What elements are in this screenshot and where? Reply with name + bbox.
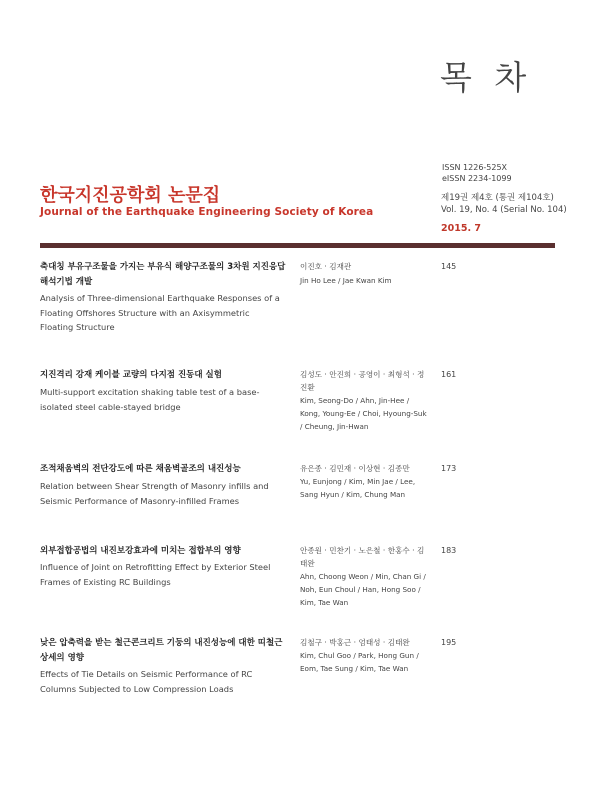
article-title-korean[interactable]: 축대칭 부유구조물을 가지는 부유식 해양구조물의 3차원 지진응답 해석기법 개발 (40, 262, 286, 287)
article-title-english: Effects of Tie Details on Seismic Performance of RC Columns Subjected to Low Compression Loads (40, 669, 253, 694)
issn-print: ISSN 1226-525X (442, 163, 508, 172)
article-page-number[interactable]: 145 (441, 262, 457, 271)
article-title-korean[interactable]: 지진격리 강재 케이블 교량의 다지점 진동대 실험 (40, 370, 222, 380)
issn-block (442, 162, 512, 184)
article-authors-english: Kim, Chul Goo / Park, Hong Gun / Eom, Tae Sung / Kim, Tae Wan (300, 651, 419, 673)
article-page-number[interactable]: 183 (441, 546, 457, 555)
toc-title: 목 차 (440, 58, 533, 97)
article-authors-korean: 안종원 · 민찬기 · 노은철 · 한홍수 · 김태완 (300, 546, 425, 568)
journal-title-english: Journal of the Earthquake Engineering Society of Korea (40, 206, 374, 218)
article-authors-korean: 김성도 · 안진희 · 공영이 · 최형석 · 정진환 (300, 370, 425, 392)
article-title-english: Influence of Joint on Retrofitting Effect by Exterior Steel Frames of Existing RC Buildings (40, 562, 271, 587)
journal-title-korean: 한국지진공학회 논문집 (40, 185, 221, 206)
volume-block (441, 192, 567, 216)
article-authors-korean: 이진호 · 김재관 (300, 262, 352, 271)
article-page-number[interactable]: 173 (441, 464, 457, 473)
article-title-english: Relation between Shear Strength of Masonry infills and Seismic Performance of Masonry-infilled Frames (40, 481, 269, 506)
volume-korean: 제19권 제4호 (통권 제104호) (441, 193, 554, 203)
article-authors-english: Jin Ho Lee / Jae Kwan Kim (300, 276, 392, 285)
article-authors-english: Kim, Seong-Do / Ahn, Jin-Hee / Kong, Young-Ee / Choi, Hyoung-Suk / Cheung, Jin-Hwan (300, 396, 427, 431)
article-authors-english: Yu, Eunjong / Kim, Min Jae / Lee, Sang Hyun / Kim, Chung Man (300, 477, 416, 499)
article-title-korean[interactable]: 조적채움벽의 전단강도에 따른 채움벽골조의 내진성능 (40, 464, 241, 474)
issn-electronic: eISSN 2234-1099 (442, 174, 512, 183)
article-authors-korean: 김철구 · 박홍근 · 엄태성 · 김태완 (300, 638, 410, 647)
article-title-english: Analysis of Three-dimensional Earthquake Responses of a Floating Offshores Structure with an Axisymmetric Floating Structure (40, 293, 280, 332)
issue-date: 2015. 7 (441, 223, 481, 234)
article-title-korean[interactable]: 외부접합공법의 내진보강효과에 미치는 접합부의 영향 (40, 546, 241, 556)
header-divider (40, 243, 555, 248)
article-page-number[interactable]: 161 (441, 370, 457, 379)
article-title-english: Multi-support excitation shaking table test of a base-isolated steel cable-stayed bridge (40, 387, 260, 412)
article-authors-english: Ahn, Choong Weon / Min, Chan Gi / Noh, Eun Choul / Han, Hong Soo / Kim, Tae Wan (300, 572, 426, 607)
volume-english: Vol. 19, No. 4 (Serial No. 104) (441, 205, 567, 215)
article-title-korean[interactable]: 낮은 압축력을 받는 철근콘크리트 기둥의 내진성능에 대한 띠철근 상세의 영향 (40, 638, 283, 663)
article-page-number[interactable]: 195 (441, 638, 457, 647)
article-authors-korean: 유은종 · 김민재 · 이상현 · 김종만 (300, 464, 410, 473)
